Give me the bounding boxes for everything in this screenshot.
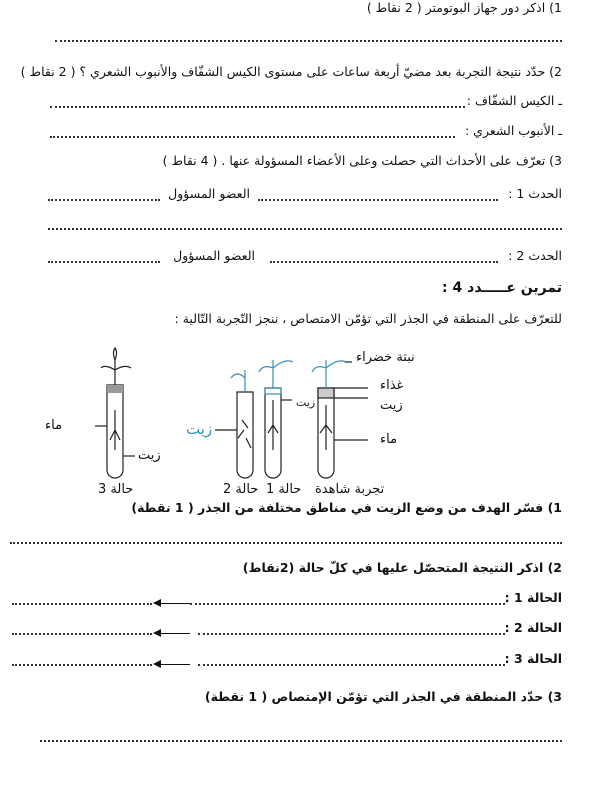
arrow-icon bbox=[155, 633, 190, 634]
exercise-title: تمرين عـــــدد 4 : bbox=[442, 280, 562, 296]
plant-case1 bbox=[259, 360, 293, 388]
case3-label: الحالة 3 : bbox=[504, 651, 562, 666]
label-oil-case3: زيت bbox=[138, 448, 161, 463]
root-case1 bbox=[268, 400, 278, 450]
answer-line[interactable] bbox=[12, 633, 152, 635]
label-oil-case2: زيت bbox=[186, 420, 213, 438]
case1-label: الحالة 1 : bbox=[504, 590, 562, 605]
organ-label: العضو المسؤول bbox=[168, 186, 250, 201]
event2-label: الحدث 2 : bbox=[508, 248, 562, 263]
root-case2 bbox=[238, 420, 251, 448]
experiment-diagram bbox=[0, 330, 600, 490]
answer-line[interactable] bbox=[48, 199, 160, 201]
plant-control bbox=[312, 360, 346, 388]
answer-line[interactable] bbox=[198, 633, 505, 635]
answer-line[interactable] bbox=[50, 136, 455, 138]
answer-line[interactable] bbox=[270, 261, 498, 263]
answer-line[interactable] bbox=[48, 261, 160, 263]
test-tube-case2 bbox=[237, 392, 253, 478]
tube-label: ـ الأنبوب الشعري : bbox=[464, 123, 562, 138]
arrow-icon bbox=[155, 603, 190, 604]
plant-case3 bbox=[101, 348, 131, 385]
label-water: ماء bbox=[380, 432, 398, 447]
question-3: 3) تعرّف على الأحداث التي حصلت وعلى الأعضاء المسؤولة عنها . ( 4 نقاط ) bbox=[162, 153, 562, 168]
answer-line[interactable] bbox=[12, 603, 152, 605]
root-case3 bbox=[110, 410, 120, 450]
answer-line[interactable] bbox=[12, 664, 152, 666]
answer-line[interactable] bbox=[55, 40, 562, 42]
caption-case3: حالة 3 bbox=[98, 482, 134, 497]
organ-label: العضو المسؤول bbox=[173, 248, 255, 263]
answer-line[interactable] bbox=[190, 603, 505, 605]
ex4-question-1: 1) فسّر الهدف من وضع الزيت في مناطق مختلفة من الجذر ( 1 نقطة) bbox=[131, 500, 562, 515]
caption-case2: حالة 2 bbox=[223, 482, 259, 497]
label-water-case3: ماء bbox=[45, 418, 63, 433]
label-oil: زيت bbox=[380, 398, 403, 413]
exercise-intro: للتعرّف على المنطقة في الجذر التي تؤمّن الامتصاص ، ننجز التّجربة التّالية : bbox=[174, 311, 562, 326]
label-food: غذاء bbox=[380, 378, 404, 393]
answer-line[interactable] bbox=[10, 542, 562, 544]
caption-case1: حالة 1 bbox=[266, 482, 302, 497]
ex4-question-3: 3) حدّد المنطقة في الجذر التي تؤمّن الإمتصاص ( 1 نقطة) bbox=[204, 689, 562, 704]
label-plant: نبتة خضراء bbox=[356, 350, 415, 365]
ex4-question-2: 2) اذكر النتيجة المتحصّل عليها في كلّ حالة (2نقاط) bbox=[242, 560, 562, 575]
caption-control: تجربة شاهدة bbox=[315, 482, 385, 497]
root-control bbox=[320, 405, 332, 450]
arrow-icon bbox=[155, 664, 190, 665]
answer-line[interactable] bbox=[198, 664, 505, 666]
answer-line[interactable] bbox=[40, 740, 562, 742]
label-oil-case1: زيت bbox=[296, 396, 316, 409]
question-2: 2) حدّد نتيجة التجربة بعد مضيّ أربعة ساعات على مستوى الكيس الشفّاف والأنبوب الشعري ؟ ( 2 نقاط ) bbox=[20, 64, 562, 79]
answer-line[interactable] bbox=[48, 228, 562, 230]
case2-label: الحالة 2 : bbox=[504, 620, 562, 635]
answer-line[interactable] bbox=[50, 106, 465, 108]
event1-label: الحدث 1 : bbox=[508, 186, 562, 201]
answer-line[interactable] bbox=[258, 199, 498, 201]
question-1: 1) اذكر دور جهاز البوتومتر ( 2 نقاط ) bbox=[366, 0, 562, 15]
bag-label: ـ الكيس الشفّاف : bbox=[466, 93, 562, 108]
